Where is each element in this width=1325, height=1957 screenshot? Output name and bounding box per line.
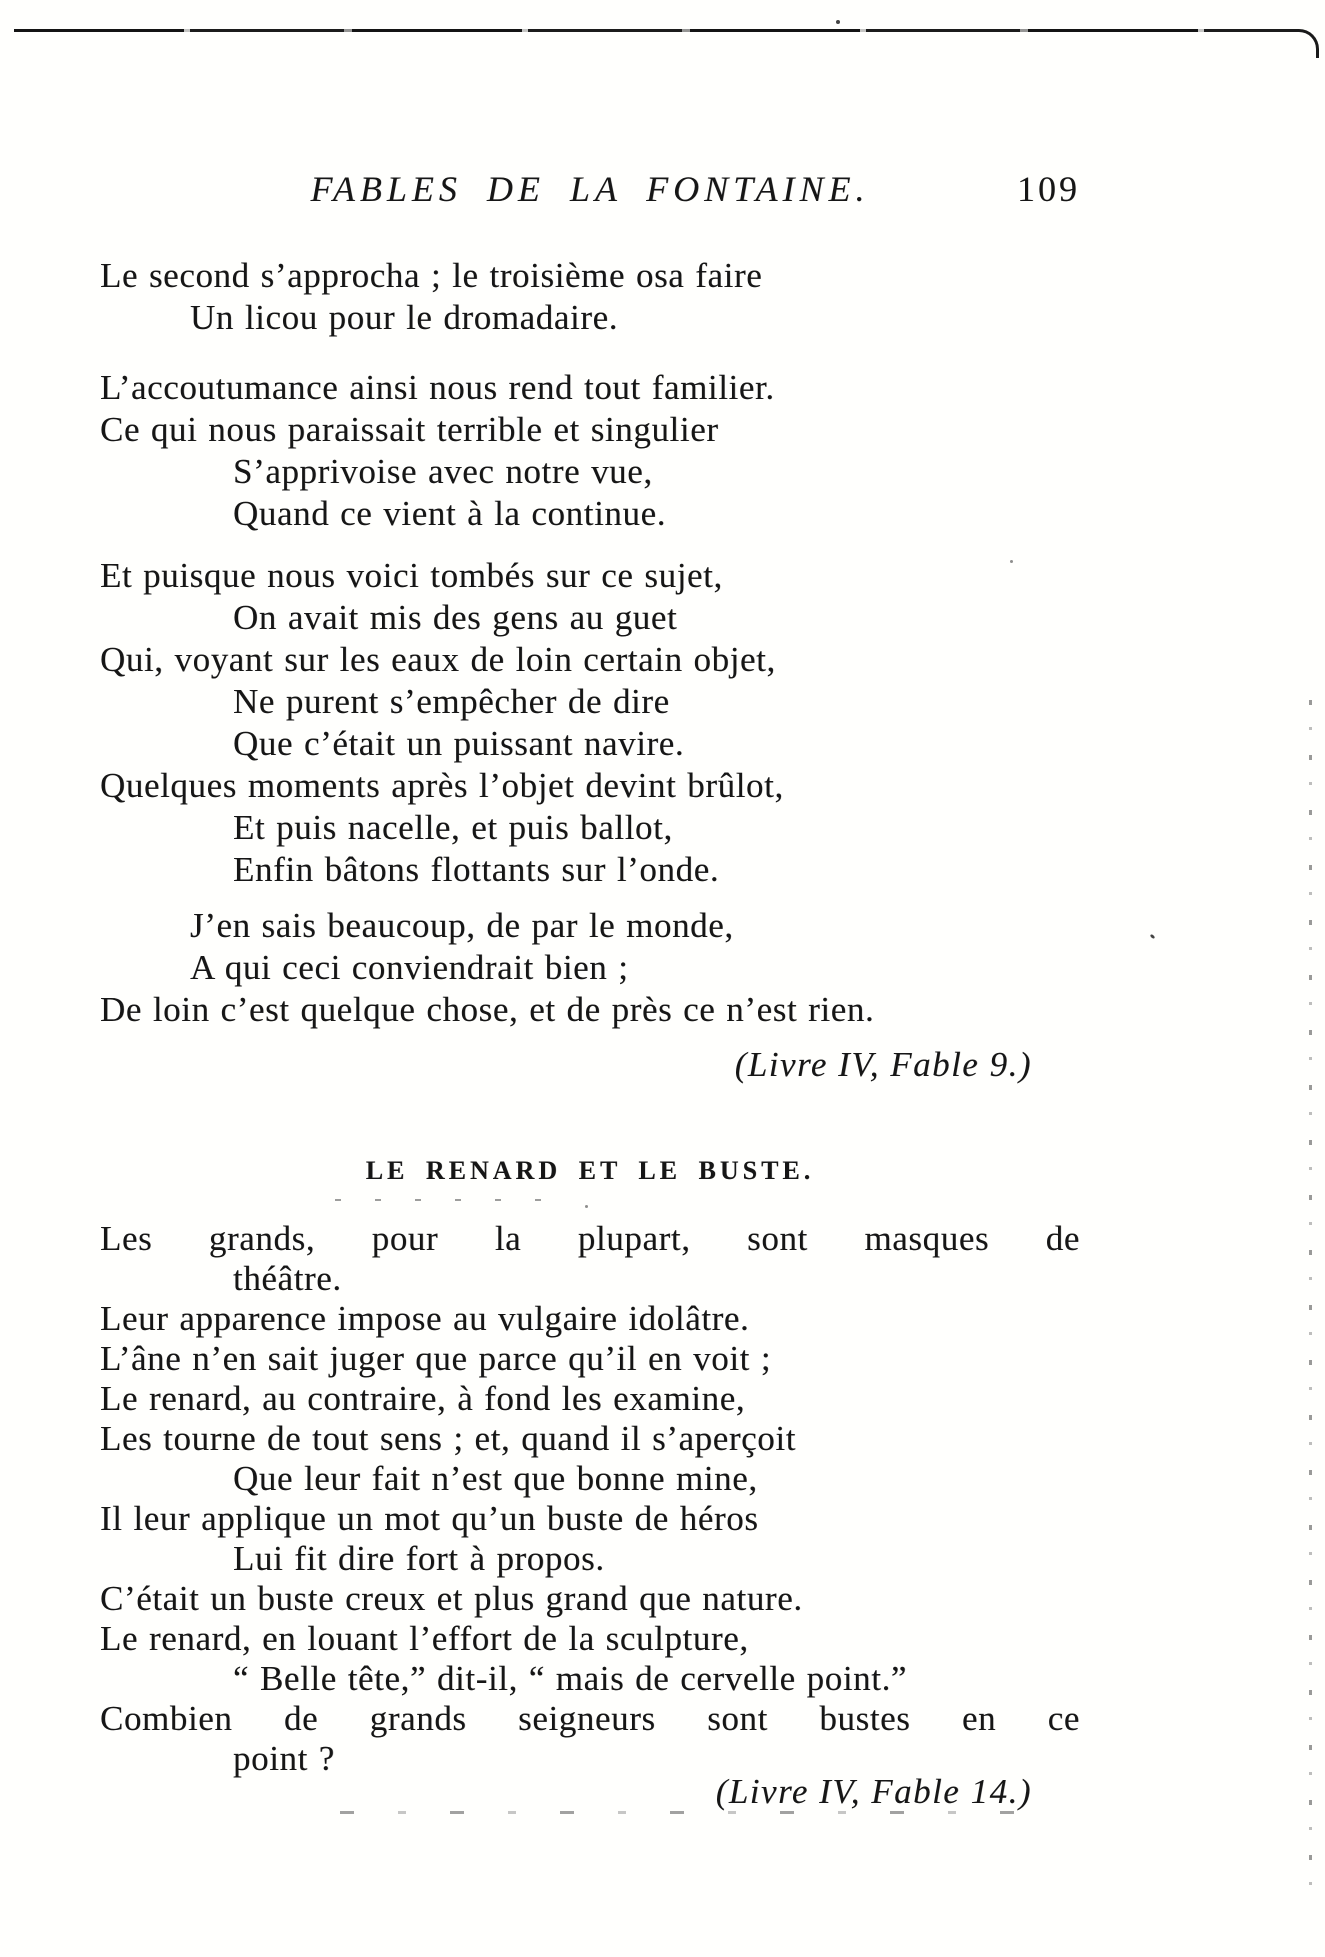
verse-line: “ Belle tête,” dit-il, “ mais de cervelle point.” (233, 1659, 908, 1698)
verse-line: Que leur fait n’est que bonne mine, (233, 1459, 758, 1498)
fable-attribution: (Livre IV, Fable 14.) (715, 1772, 1032, 1811)
verse-line: Quelques moments après l’objet devint brûlot, (100, 766, 784, 805)
verse-line: Le second s’approcha ; le troisième osa faire (100, 256, 763, 295)
verse-line: Que c’était un puissant navire. (233, 724, 685, 763)
running-title: FABLES DE LA FONTAINE. (310, 169, 870, 209)
verse-line: Leur apparence impose au vulgaire idolâtre. (100, 1299, 750, 1338)
verse-line: L’âne n’en sait juger que parce qu’il en voit ; (100, 1339, 772, 1378)
scan-artifact-corner (1290, 29, 1319, 58)
verse-line: Enfin bâtons flottants sur l’onde. (233, 850, 720, 889)
fable-title: LE RENARD ET LE BUSTE. (365, 1156, 815, 1185)
verse-line: Le renard, au contraire, à fond les examine, (100, 1379, 746, 1418)
running-header (100, 168, 1080, 210)
fable-body (100, 1219, 1080, 1779)
verse-line: Il leur applique un mot qu’un buste de héros (100, 1499, 759, 1538)
verse-line: De loin c’est quelque chose, et de près ce n’est rien. (100, 990, 875, 1029)
fable-attribution: (Livre IV, Fable 9.) (734, 1045, 1032, 1084)
verse-line: Et puisque nous voici tombés sur ce sujet, (100, 556, 723, 595)
verse-line: Les tourne de tout sens ; et, quand il s’aperçoit (100, 1419, 797, 1458)
verse-line: Et puis nacelle, et puis ballot, (233, 808, 673, 847)
stanza (100, 367, 1080, 535)
stanza (100, 255, 1080, 339)
verse-line: Ce qui nous paraissait terrible et singulier (100, 410, 719, 449)
verse-line: S’apprivoise avec notre vue, (233, 452, 653, 491)
verse-line: point ? (233, 1739, 335, 1778)
verse-line: J’en sais beaucoup, de par le monde, (190, 906, 734, 945)
stanza (100, 555, 1080, 891)
verse-line: Ne purent s’empêcher de dire (233, 682, 670, 721)
verse-line: Quand ce vient à la continue. (233, 494, 667, 533)
verse-line: Lui fit dire fort à propos. (233, 1539, 605, 1578)
verse-line: Qui, voyant sur les eaux de loin certain objet, (100, 640, 776, 679)
verse-line: théâtre. (233, 1259, 342, 1298)
scan-artifact-dots (335, 1199, 565, 1201)
stanza (100, 905, 1080, 1031)
verse-line: C’était un buste creux et plus grand que nature. (100, 1579, 803, 1618)
page-number: 109 (1017, 169, 1080, 209)
scan-speck (1150, 934, 1156, 940)
verse-line: A qui ceci conviendrait bien ; (190, 948, 629, 987)
verse-line: Un licou pour le dromadaire. (190, 298, 619, 337)
scan-artifact-right-edge (1309, 700, 1312, 1910)
verse-line: On avait mis des gens au guet (233, 598, 678, 637)
scan-artifact-top-edge (14, 29, 1298, 32)
scan-speck (585, 1205, 588, 1208)
verse-line: Combien de grands seigneurs sont bustes en ce (100, 1699, 1080, 1738)
verse-line: L’accoutumance ainsi nous rend tout familier. (100, 368, 775, 407)
verse-line: Les grands, pour la plupart, sont masques de (100, 1219, 1080, 1258)
scan-speck (836, 20, 840, 24)
verse-line: Le renard, en louant l’effort de la sculpture, (100, 1619, 749, 1658)
